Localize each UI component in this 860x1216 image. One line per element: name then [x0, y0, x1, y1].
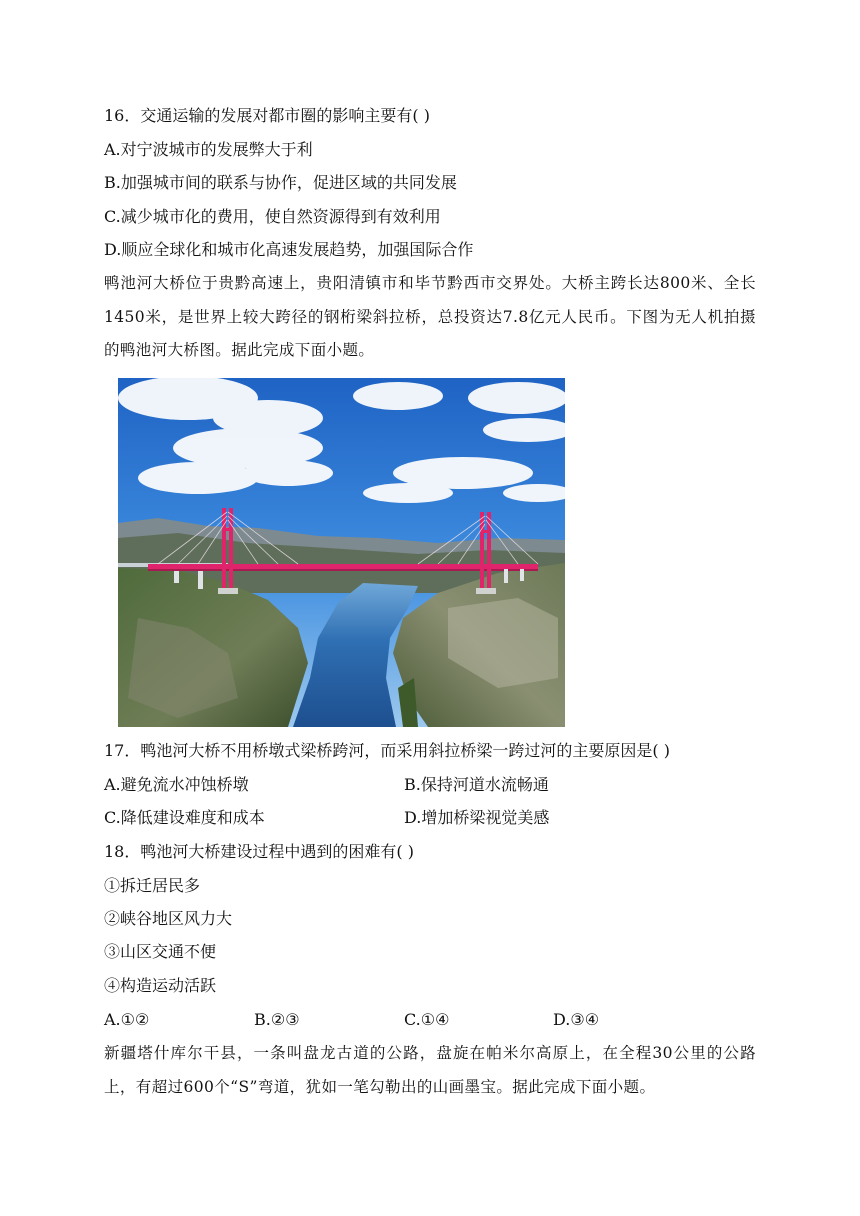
q16-option-b: B.加强城市间的联系与协作，促进区域的共同发展 [104, 173, 457, 192]
road-passage: 新疆塔什库尔干县，一条叫盘龙古道的公路，盘旋在帕米尔高原上，在全程30公里的公路上，有超过600个“S”弯道，犹如一笔勾勒出的山画墨宝。据此完成下面小题。 [104, 1044, 756, 1096]
q18-option-d: D.③④ [553, 1010, 600, 1029]
q16-stem: 16．交通运输的发展对都市圈的影响主要有( ) [104, 106, 430, 125]
bridge-photo [118, 378, 565, 727]
q18-item-1: ①拆迁居民多 [104, 876, 201, 895]
q18-item-2: ②峡谷地区风力大 [104, 909, 233, 928]
q17-option-b: B.保持河道水流畅通 [404, 775, 549, 794]
q18-item-4: ④构造运动活跃 [104, 976, 217, 995]
q17-option-d: D.增加桥梁视觉美感 [404, 808, 550, 827]
q18-option-c: C.①④ [404, 1010, 450, 1029]
q17-option-c: C.降低建设难度和成本 [104, 808, 265, 827]
q18-option-a: A.①② [104, 1010, 150, 1029]
q18-stem: 18．鸭池河大桥建设过程中遇到的困难有( ) [104, 842, 414, 861]
q16-option-a: A.对宁波城市的发展弊大于利 [104, 140, 313, 159]
q16-option-c: C.减少城市化的费用，使自然资源得到有效利用 [104, 207, 441, 226]
q17-option-a: A.避免流水冲蚀桥墩 [104, 775, 249, 794]
q18-item-3: ③山区交通不便 [104, 942, 217, 961]
bridge-passage: 鸭池河大桥位于贵黔高速上，贵阳清镇市和毕节黔西市交界处。大桥主跨长达800米、全长1450米，是世界上较大跨径的钢桁梁斜拉桥，总投资达7.8亿元人民币。下图为无人机拍摄的鸭池河大桥图。据此完成下面小题。 [104, 274, 756, 359]
q16-option-d: D.顺应全球化和城市化高速发展趋势，加强国际合作 [104, 240, 474, 259]
q18-option-b: B.②③ [254, 1010, 300, 1029]
q17-stem: 17．鸭池河大桥不用桥墩式梁桥跨河，而采用斜拉桥梁一跨过河的主要原因是( ) [104, 741, 670, 760]
